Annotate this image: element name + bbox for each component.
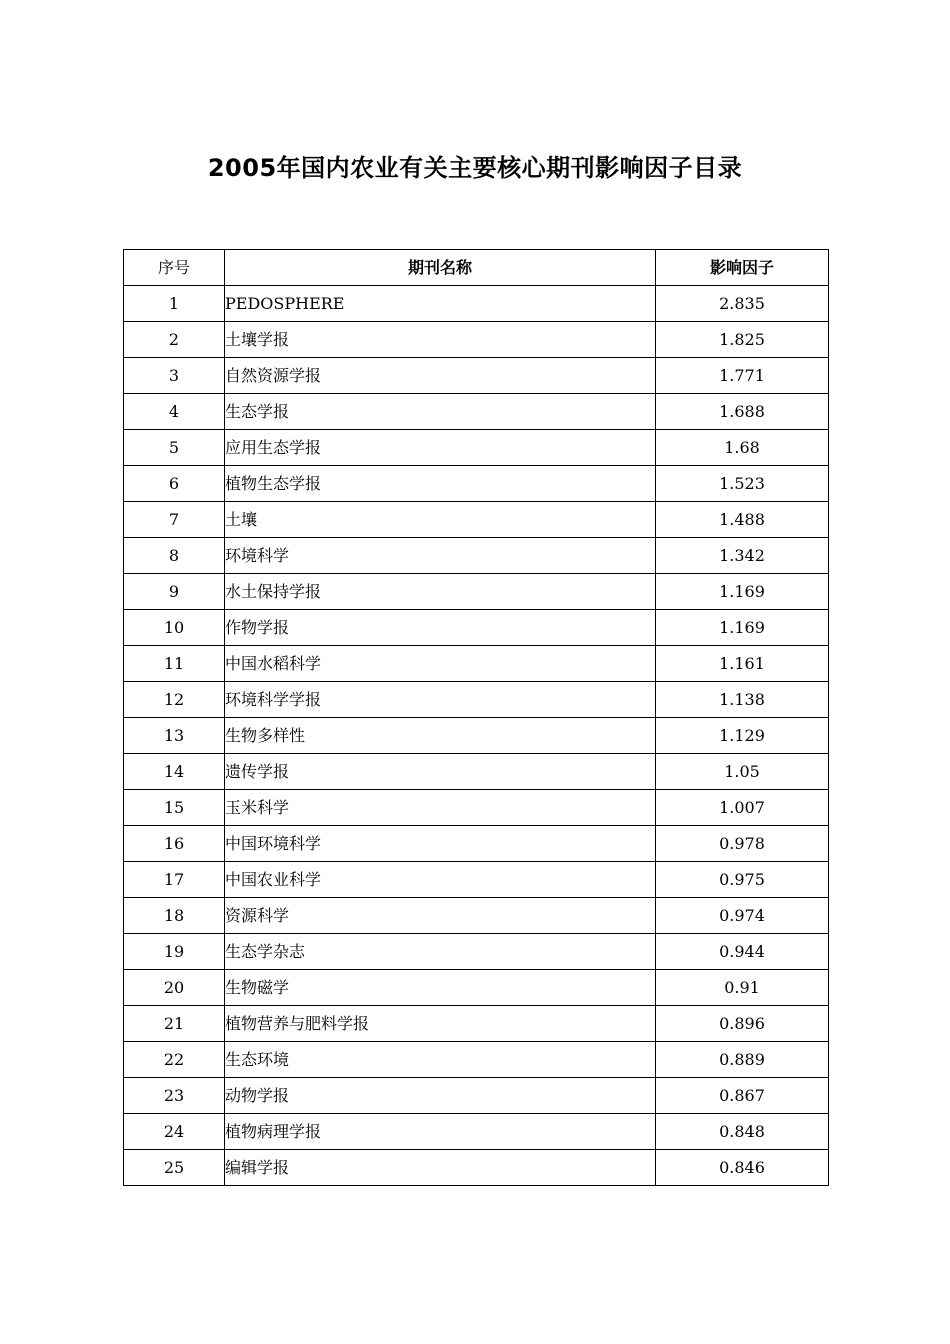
row-index: 18 [124,898,225,934]
row-index: 3 [124,358,225,394]
row-index: 8 [124,538,225,574]
row-index: 6 [124,466,225,502]
row-impact-factor: 1.771 [656,358,829,394]
row-index: 24 [124,1114,225,1150]
table-row [124,970,829,1006]
row-journal-name: 应用生态学报 [225,430,656,466]
page-title: 2005年国内农业有关主要核心期刊影响因子目录 [207,154,743,183]
row-journal-name: 中国环境科学 [225,826,656,862]
row-journal-name: 环境科学 [225,538,656,574]
table-header-row [124,250,829,286]
table-row [124,682,829,718]
table-row [124,286,829,322]
row-journal-name: 环境科学学报 [225,682,656,718]
row-index: 21 [124,1006,225,1042]
table-row [124,1150,829,1186]
row-impact-factor: 0.889 [656,1042,829,1078]
row-impact-factor: 1.523 [656,466,829,502]
row-index: 13 [124,718,225,754]
row-index: 19 [124,934,225,970]
row-impact-factor: 2.835 [656,286,829,322]
row-index: 1 [124,286,225,322]
row-index: 15 [124,790,225,826]
row-journal-name: 土壤学报 [225,322,656,358]
row-journal-name: 生态学报 [225,394,656,430]
row-journal-name: 动物学报 [225,1078,656,1114]
row-index: 22 [124,1042,225,1078]
row-journal-name: 生态学杂志 [225,934,656,970]
table-row [124,718,829,754]
row-journal-name: 生物多样性 [225,718,656,754]
table-row [124,358,829,394]
table-row [124,466,829,502]
row-journal-name: 自然资源学报 [225,358,656,394]
table-row [124,502,829,538]
row-impact-factor: 1.161 [656,646,829,682]
row-journal-name: 玉米科学 [225,790,656,826]
table-row [124,826,829,862]
row-index: 11 [124,646,225,682]
table-row [124,610,829,646]
row-index: 4 [124,394,225,430]
row-journal-name: 作物学报 [225,610,656,646]
row-impact-factor: 0.974 [656,898,829,934]
table-row [124,1006,829,1042]
table-row [124,862,829,898]
row-impact-factor: 1.05 [656,754,829,790]
row-impact-factor: 0.978 [656,826,829,862]
row-index: 7 [124,502,225,538]
row-impact-factor: 1.68 [656,430,829,466]
table-row [124,574,829,610]
table-row [124,430,829,466]
table-row [124,394,829,430]
row-journal-name: 植物营养与肥料学报 [225,1006,656,1042]
row-journal-name: 植物生态学报 [225,466,656,502]
row-index: 2 [124,322,225,358]
row-impact-factor: 0.896 [656,1006,829,1042]
row-impact-factor: 0.944 [656,934,829,970]
table-body [124,286,829,1186]
row-impact-factor: 1.007 [656,790,829,826]
row-impact-factor: 0.91 [656,970,829,1006]
table-row [124,538,829,574]
header-index: 序号 [124,250,225,286]
row-impact-factor: 1.342 [656,538,829,574]
row-journal-name: 中国农业科学 [225,862,656,898]
table-row [124,898,829,934]
row-impact-factor: 0.867 [656,1078,829,1114]
row-journal-name: 土壤 [225,502,656,538]
table-row [124,754,829,790]
row-impact-factor: 1.825 [656,322,829,358]
row-index: 10 [124,610,225,646]
row-impact-factor: 0.975 [656,862,829,898]
row-journal-name: 编辑学报 [225,1150,656,1186]
row-index: 23 [124,1078,225,1114]
table-row [124,1042,829,1078]
row-impact-factor: 0.848 [656,1114,829,1150]
table-row [124,934,829,970]
row-journal-name: 中国水稻科学 [225,646,656,682]
row-index: 20 [124,970,225,1006]
row-journal-name: 生物磁学 [225,970,656,1006]
row-index: 14 [124,754,225,790]
row-index: 25 [124,1150,225,1186]
row-impact-factor: 1.688 [656,394,829,430]
row-journal-name: 植物病理学报 [225,1114,656,1150]
row-index: 17 [124,862,225,898]
row-journal-name: PEDOSPHERE [225,286,656,322]
table-row [124,322,829,358]
header-impact-factor: 影响因子 [656,250,829,286]
row-journal-name: 资源科学 [225,898,656,934]
table-row [124,1114,829,1150]
table-row [124,1078,829,1114]
row-impact-factor: 1.169 [656,574,829,610]
row-impact-factor: 1.138 [656,682,829,718]
row-index: 9 [124,574,225,610]
header-journal-name: 期刊名称 [225,250,656,286]
row-index: 12 [124,682,225,718]
journal-impact-table [123,249,829,1186]
row-impact-factor: 0.846 [656,1150,829,1186]
table-row [124,790,829,826]
row-index: 5 [124,430,225,466]
row-impact-factor: 1.169 [656,610,829,646]
row-impact-factor: 1.129 [656,718,829,754]
row-journal-name: 水土保持学报 [225,574,656,610]
row-journal-name: 生态环境 [225,1042,656,1078]
row-journal-name: 遗传学报 [225,754,656,790]
row-impact-factor: 1.488 [656,502,829,538]
table-row [124,646,829,682]
row-index: 16 [124,826,225,862]
